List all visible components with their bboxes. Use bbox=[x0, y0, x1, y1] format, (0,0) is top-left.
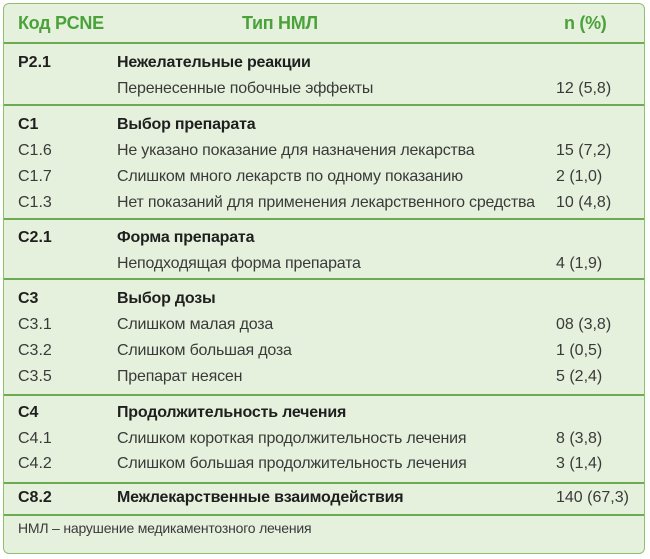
group-header-row bbox=[4, 52, 644, 76]
row-value: 10 (4,8) bbox=[556, 194, 612, 211]
row-value: 1 (0,5) bbox=[556, 342, 603, 359]
table-row bbox=[4, 78, 644, 102]
header-n: n (%) bbox=[564, 13, 607, 33]
table-row bbox=[4, 314, 644, 338]
row-desc: Слишком большая продолжительность лечения bbox=[117, 455, 467, 472]
table-row bbox=[4, 428, 644, 452]
row-desc: Перенесенные побочные эффекты bbox=[117, 80, 374, 97]
row-desc: Слишком короткая продолжительность лечения bbox=[117, 430, 467, 447]
row-code: C4.2 bbox=[18, 455, 52, 472]
row-desc: Не указано показание для назначения лекарства bbox=[117, 142, 475, 159]
header-type: Тип НМЛ bbox=[242, 13, 318, 33]
group-value: 140 (67,3) bbox=[556, 489, 629, 506]
group-header-row bbox=[4, 402, 644, 426]
group-header-row bbox=[4, 114, 644, 138]
group-p2-1 bbox=[4, 46, 644, 106]
row-desc: Слишком много лекарств по одному показанию bbox=[117, 168, 463, 185]
table-row bbox=[4, 366, 644, 390]
row-value: 5 (2,4) bbox=[556, 368, 603, 385]
group-code: C8.2 bbox=[18, 489, 52, 506]
row-value: 15 (7,2) bbox=[556, 142, 612, 159]
row-code: C3.2 bbox=[18, 342, 52, 359]
row-value: 12 (5,8) bbox=[556, 80, 612, 97]
row-code: C1.7 bbox=[18, 168, 52, 185]
row-desc: Препарат неясен bbox=[117, 368, 243, 385]
group-c1 bbox=[4, 106, 644, 220]
header-code: Код PCNE bbox=[18, 13, 104, 33]
row-desc: Неподходящая форма препарата bbox=[117, 255, 361, 272]
group-code: C3 bbox=[18, 290, 39, 307]
group-c8-2 bbox=[4, 484, 644, 516]
group-c3 bbox=[4, 280, 644, 396]
group-header-row bbox=[4, 487, 644, 511]
row-code: C1.6 bbox=[18, 142, 52, 159]
row-desc: Нет показаний для применения лекарственного средства bbox=[117, 194, 535, 211]
row-code: C3.1 bbox=[18, 316, 52, 333]
table-row bbox=[4, 253, 644, 277]
row-code: C4.1 bbox=[18, 430, 52, 447]
row-desc: Слишком малая доза bbox=[117, 316, 274, 333]
group-header-row bbox=[4, 288, 644, 312]
group-code: C4 bbox=[18, 404, 39, 421]
footnote: НМЛ – нарушение медикаментозного лечения bbox=[18, 520, 312, 536]
group-code: C1 bbox=[18, 116, 39, 133]
table-row bbox=[4, 340, 644, 364]
group-title: Выбор дозы bbox=[117, 290, 216, 307]
table-row bbox=[4, 140, 644, 164]
group-title: Продолжительность лечения bbox=[117, 404, 347, 421]
group-title: Выбор препарата bbox=[117, 116, 256, 133]
row-value: 3 (1,4) bbox=[556, 455, 603, 472]
row-value: 08 (3,8) bbox=[556, 316, 612, 333]
group-title: Форма препарата bbox=[117, 229, 255, 246]
group-c4 bbox=[4, 396, 644, 484]
table-row bbox=[4, 192, 644, 216]
group-title: Нежелательные реакции bbox=[117, 54, 311, 71]
group-c2-1 bbox=[4, 220, 644, 280]
table-row bbox=[4, 453, 644, 477]
group-header-row bbox=[4, 227, 644, 251]
group-code: C2.1 bbox=[18, 229, 52, 246]
table-header bbox=[4, 4, 644, 44]
row-value: 4 (1,9) bbox=[556, 255, 603, 272]
row-code: C3.5 bbox=[18, 368, 52, 385]
group-code: P2.1 bbox=[18, 54, 51, 71]
table-row bbox=[4, 166, 644, 190]
row-value: 2 (1,0) bbox=[556, 168, 603, 185]
table-panel bbox=[3, 3, 645, 554]
row-value: 8 (3,8) bbox=[556, 430, 603, 447]
row-desc: Слишком большая доза bbox=[117, 342, 292, 359]
group-title: Межлекарственные взаимодействия bbox=[117, 489, 404, 506]
row-code: C1.3 bbox=[18, 194, 52, 211]
